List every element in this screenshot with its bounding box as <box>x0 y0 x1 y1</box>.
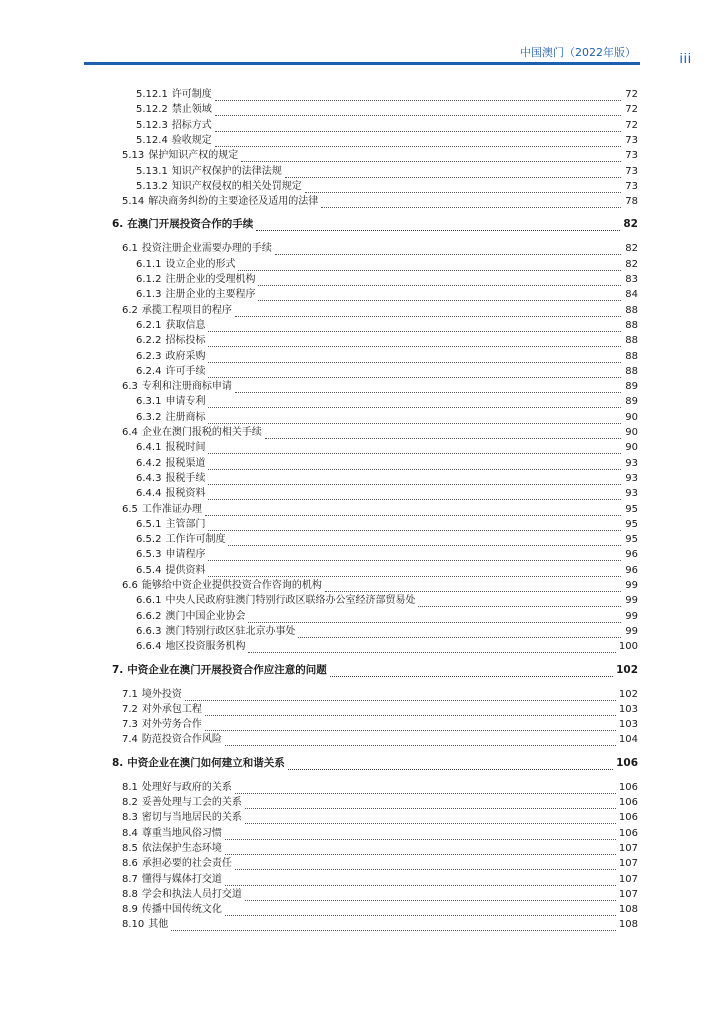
toc-entry-page: 99 <box>625 595 638 607</box>
toc-entry-number: 8.5 <box>122 842 138 854</box>
toc-entry-number: 8.8 <box>122 888 138 900</box>
toc-entry[interactable] <box>136 258 638 271</box>
toc-entry-number: 6.2.1 <box>136 319 162 331</box>
toc-leader-dots <box>298 626 621 638</box>
toc-leader-dots <box>208 335 621 347</box>
toc-entry[interactable] <box>136 88 638 101</box>
toc-entry-page: 100 <box>618 641 638 653</box>
toc-entry-page: 107 <box>618 842 638 854</box>
toc-entry[interactable] <box>122 873 638 886</box>
toc-leader-dots <box>330 665 613 677</box>
toc-entry-title: 设立企业的形式 <box>165 258 236 270</box>
toc-entry-number: 6.5 <box>122 503 138 515</box>
toc-entry-title: 投资注册企业需要办理的手续 <box>141 243 272 255</box>
running-header-title: 中国澳门（2022年版） <box>520 46 636 59</box>
toc-entry-number: 6.6.4 <box>136 641 162 653</box>
toc-entry-page: 95 <box>625 503 638 515</box>
toc-entry-number: 8. <box>112 756 124 769</box>
toc-entry-title: 知识产权侵权的相关处罚规定 <box>171 180 302 192</box>
toc-leader-dots <box>241 150 621 162</box>
toc-entry-page: 88 <box>625 304 638 316</box>
toc-leader-dots <box>256 219 620 231</box>
toc-leader-dots <box>245 797 616 809</box>
toc-entry-page: 99 <box>625 625 638 637</box>
toc-entry-title: 保护知识产权的规定 <box>148 150 239 162</box>
toc-entry[interactable] <box>136 594 638 607</box>
toc-entry-number: 5.12.1 <box>136 89 168 100</box>
toc-entry-number: 6.1.1 <box>136 258 162 270</box>
toc-entry-title: 知识产权保护的法律法规 <box>171 165 282 177</box>
toc-entry-page: 93 <box>625 488 638 500</box>
toc-entry-title: 能够给中资企业提供投资合作咨询的机构 <box>141 580 322 591</box>
toc-entry-number: 6.1 <box>122 243 138 255</box>
toc-entry-page: 72 <box>625 119 638 131</box>
toc-entry-number: 8.3 <box>122 812 138 824</box>
toc-entry-number: 8.9 <box>122 904 138 916</box>
toc-entry-number: 6.2 <box>122 304 138 316</box>
toc-leader-dots <box>205 719 616 731</box>
toc-entry-title: 中央人民政府驻澳门特别行政区联络办公室经济部贸易处 <box>165 595 416 607</box>
toc-entry-number: 8.2 <box>122 797 138 808</box>
toc-entry-title: 招标投标 <box>165 335 206 347</box>
toc-leader-dots <box>205 704 616 716</box>
toc-entry-number: 6.1.3 <box>136 289 162 301</box>
toc-entry-number: 5.13.1 <box>136 165 168 177</box>
toc-entry-number: 6.1.2 <box>136 274 162 285</box>
toc-entry-number: 6.2.2 <box>136 335 162 347</box>
toc-entry-page: 88 <box>625 365 638 377</box>
toc-leader-dots <box>205 504 621 516</box>
toc-leader-dots <box>235 858 616 870</box>
toc-entry-number: 8.7 <box>122 873 138 885</box>
toc-leader-dots <box>208 442 621 454</box>
toc-entry[interactable] <box>122 827 638 840</box>
toc-entry-page: 103 <box>618 719 638 731</box>
toc-leader-dots <box>208 488 621 500</box>
toc-entry-number: 8.6 <box>122 858 138 870</box>
toc-entry-title: 获取信息 <box>165 319 206 331</box>
toc-entry-title: 注册商标 <box>165 411 206 423</box>
toc-entry-title: 申请程序 <box>165 549 206 561</box>
header-rule <box>84 62 640 65</box>
toc-entry-title: 处理好与政府的关系 <box>141 781 232 793</box>
toc-entry-page: 72 <box>625 89 638 100</box>
toc-entry-page: 95 <box>625 518 638 530</box>
toc-entry-number: 7.3 <box>122 719 138 731</box>
toc-entry-number: 7. <box>112 663 124 676</box>
toc-entry-number: 6.4 <box>122 427 138 438</box>
toc-entry-title: 中资企业在澳门如何建立和谐关系 <box>127 756 285 769</box>
toc-entry-title: 提供资料 <box>165 564 206 576</box>
toc-entry[interactable] <box>122 703 638 716</box>
toc-entry-page: 108 <box>618 904 638 916</box>
toc-entry[interactable] <box>136 350 638 363</box>
toc-leader-dots <box>245 812 616 824</box>
toc-entry-title: 地区投资服务机构 <box>165 641 246 653</box>
toc-entry-title: 报税手续 <box>165 472 206 484</box>
toc-entry[interactable] <box>136 533 638 546</box>
toc-entry[interactable] <box>136 441 638 454</box>
toc-leader-dots <box>215 135 621 147</box>
toc-entry-title: 中资企业在澳门开展投资合作应注意的问题 <box>127 663 327 676</box>
toc-entry[interactable] <box>136 457 638 470</box>
toc-leader-dots <box>275 243 621 255</box>
toc-entry[interactable] <box>136 365 638 378</box>
toc-entry-title: 承担必要的社会责任 <box>141 858 232 870</box>
toc-entry-title: 禁止领域 <box>171 104 212 116</box>
toc-entry[interactable] <box>122 733 638 746</box>
toc-entry-title: 境外投资 <box>141 688 182 700</box>
toc-entry[interactable] <box>136 472 638 485</box>
toc-entry-number: 6.4.1 <box>136 442 162 454</box>
toc-entry[interactable] <box>136 180 638 193</box>
toc-leader-dots <box>228 534 621 546</box>
toc-entry-number: 6.4.3 <box>136 472 162 484</box>
toc-entry-title: 密切与当地居民的关系 <box>141 812 242 824</box>
toc-entry-page: 88 <box>625 319 638 331</box>
toc-entry-number: 8.10 <box>122 919 145 931</box>
toc-entry[interactable] <box>136 119 638 132</box>
toc-leader-dots <box>208 351 621 363</box>
toc-entry-page: 102 <box>618 688 638 700</box>
toc-entry-number: 6.2.4 <box>136 365 162 377</box>
toc-entry[interactable] <box>122 857 638 870</box>
toc-entry[interactable] <box>122 242 638 255</box>
toc-entry[interactable] <box>112 218 638 231</box>
toc-entry-page: 106 <box>618 812 638 824</box>
toc-leader-dots <box>248 641 615 653</box>
toc-entry[interactable] <box>122 503 638 516</box>
toc-entry[interactable] <box>136 518 638 531</box>
toc-entry-page: 106 <box>618 781 638 793</box>
toc-entry[interactable] <box>122 380 638 393</box>
toc-entry-title: 专利和注册商标申请 <box>141 381 232 393</box>
toc-leader-dots <box>171 919 616 931</box>
toc-entry-title: 懂得与媒体打交道 <box>141 873 222 885</box>
toc-entry-number: 6.3 <box>122 381 138 393</box>
toc-entry-title: 防范投资合作风险 <box>141 734 222 746</box>
toc-leader-dots <box>285 166 621 178</box>
toc-entry-page: 73 <box>625 134 638 146</box>
toc-entry-title: 主管部门 <box>165 518 206 530</box>
toc-entry-title: 解决商务纠纷的主要途径及适用的法律 <box>148 196 319 208</box>
toc-leader-dots <box>208 366 621 378</box>
toc-entry[interactable] <box>136 487 638 500</box>
toc-entry[interactable] <box>122 149 638 162</box>
toc-entry-page: 89 <box>625 396 638 408</box>
toc-entry[interactable] <box>122 688 638 701</box>
toc-leader-dots <box>215 104 621 116</box>
toc-entry[interactable] <box>122 304 638 317</box>
toc-entry-title: 妥善处理与工会的关系 <box>141 797 242 808</box>
toc-entry-page: 106 <box>618 827 638 839</box>
toc-entry-title: 澳门中国企业协会 <box>165 610 246 622</box>
toc-leader-dots <box>225 874 616 886</box>
toc-leader-dots <box>245 889 616 901</box>
toc-leader-dots <box>208 320 621 332</box>
toc-entry[interactable] <box>122 579 638 592</box>
toc-entry-number: 7.1 <box>122 688 138 700</box>
toc-leader-dots <box>418 595 621 607</box>
toc-entry-page: 107 <box>618 858 638 870</box>
toc-entry-page: 73 <box>625 180 638 192</box>
toc-entry[interactable] <box>122 888 638 901</box>
toc-entry-page: 90 <box>625 427 638 438</box>
toc-entry-page: 72 <box>625 104 638 116</box>
toc-entry-page: 99 <box>625 580 638 591</box>
toc-leader-dots <box>238 259 621 271</box>
toc-entry-title: 澳门特别行政区驻北京办事处 <box>165 625 296 637</box>
toc-entry-number: 6.2.3 <box>136 350 162 362</box>
toc-entry-page: 73 <box>625 165 638 177</box>
toc-entry[interactable] <box>136 548 638 561</box>
toc-entry-title: 传播中国传统文化 <box>141 904 222 916</box>
toc-leader-dots <box>305 181 621 193</box>
toc-entry[interactable] <box>122 842 638 855</box>
toc-entry-number: 6.6.1 <box>136 595 162 607</box>
toc-entry-page: 90 <box>625 411 638 423</box>
toc-entry-title: 承揽工程项目的程序 <box>141 304 232 316</box>
toc-entry-number: 7.2 <box>122 703 138 715</box>
toc-entry-page: 83 <box>625 274 638 285</box>
toc-entry-number: 5.12.2 <box>136 104 168 116</box>
toc-entry[interactable] <box>122 918 638 931</box>
toc-entry[interactable] <box>136 319 638 332</box>
toc-entry[interactable] <box>122 426 638 439</box>
toc-leader-dots <box>208 519 621 531</box>
toc-leader-dots <box>215 89 621 101</box>
toc-entry[interactable] <box>122 811 638 824</box>
toc-entry[interactable] <box>122 903 638 916</box>
toc-entry-page: 93 <box>625 457 638 469</box>
toc-leader-dots <box>225 904 616 916</box>
toc-entry-title: 注册企业的受理机构 <box>165 274 256 285</box>
toc-entry-number: 5.14 <box>122 196 145 208</box>
toc-entry-page: 89 <box>625 381 638 393</box>
toc-entry-page: 93 <box>625 472 638 484</box>
toc-entry-title: 尊重当地风俗习惯 <box>141 827 222 839</box>
toc-entry-title: 招标方式 <box>171 119 212 131</box>
toc-leader-dots <box>235 782 616 794</box>
toc-entry-page: 102 <box>616 663 638 676</box>
toc-leader-dots <box>258 274 621 286</box>
toc-entry-page: 88 <box>625 350 638 362</box>
toc-entry-page: 84 <box>625 289 638 301</box>
toc-entry-title: 申请专利 <box>165 396 206 408</box>
toc-entry-number: 6.6.3 <box>136 625 162 637</box>
toc-entry-title: 依法保护生态环境 <box>141 842 222 854</box>
toc-entry[interactable] <box>136 411 638 424</box>
toc-entry-title: 验收规定 <box>171 134 212 146</box>
toc-leader-dots <box>248 611 621 623</box>
toc-entry-title: 许可手续 <box>165 365 206 377</box>
toc-entry-number: 8.1 <box>122 781 138 793</box>
toc-leader-dots <box>225 828 616 840</box>
toc-entry-title: 在澳门开展投资合作的手续 <box>127 218 254 231</box>
toc-entry-page: 106 <box>616 756 638 769</box>
toc-leader-dots <box>258 289 621 301</box>
toc-entry-number: 6.6 <box>122 580 138 591</box>
page-numeral: iii <box>679 50 692 66</box>
toc-entry-title: 企业在澳门报税的相关手续 <box>141 427 262 438</box>
toc-leader-dots <box>235 305 621 317</box>
toc-entry-number: 6.3.2 <box>136 411 162 423</box>
toc-entry-page: 107 <box>618 888 638 900</box>
toc-entry-number: 5.13.2 <box>136 180 168 192</box>
toc-entry[interactable] <box>136 134 638 147</box>
toc-leader-dots <box>208 473 621 485</box>
toc-entry[interactable] <box>112 664 638 677</box>
toc-entry[interactable] <box>136 288 638 301</box>
toc-leader-dots <box>265 427 621 439</box>
toc-entry-title: 对外劳务合作 <box>141 719 202 731</box>
toc-entry-page: 99 <box>625 610 638 622</box>
toc-entry[interactable] <box>136 610 638 623</box>
toc-entry-title: 注册企业的主要程序 <box>165 289 256 301</box>
toc-entry-page: 103 <box>618 703 638 715</box>
toc-entry-number: 6.5.4 <box>136 564 162 576</box>
toc-entry-number: 5.12.4 <box>136 134 168 146</box>
toc-entry-page: 108 <box>618 919 638 931</box>
toc-leader-dots <box>208 412 621 424</box>
toc-leader-dots <box>325 580 621 592</box>
toc-leader-dots <box>225 843 616 855</box>
toc-entry-title: 学会和执法人员打交道 <box>141 888 242 900</box>
toc-entry[interactable] <box>112 757 638 770</box>
toc-leader-dots <box>321 196 621 208</box>
toc-entry[interactable] <box>136 640 638 653</box>
toc-entry[interactable] <box>122 195 638 208</box>
toc-leader-dots <box>185 689 616 701</box>
toc-entry[interactable] <box>136 273 638 286</box>
toc-entry-number: 5.13 <box>122 150 145 162</box>
toc-entry-page: 107 <box>618 873 638 885</box>
toc-entry-number: 6.4.2 <box>136 457 162 469</box>
toc-entry-page: 82 <box>625 258 638 270</box>
toc-entry-page: 73 <box>625 150 638 162</box>
toc-leader-dots <box>225 734 616 746</box>
toc-leader-dots <box>235 381 621 393</box>
toc-leader-dots <box>208 549 621 561</box>
toc-leader-dots <box>215 120 621 132</box>
toc-entry-title: 报税资料 <box>165 488 206 500</box>
toc-entry-page: 106 <box>618 797 638 808</box>
toc-entry-title: 报税时间 <box>165 442 206 454</box>
toc-entry-number: 8.4 <box>122 827 138 839</box>
toc-leader-dots <box>208 396 621 408</box>
toc-entry-title: 其他 <box>148 919 169 931</box>
toc-entry-title: 对外承包工程 <box>141 703 202 715</box>
toc-entry[interactable] <box>136 334 638 347</box>
toc-entry-number: 6.3.1 <box>136 396 162 408</box>
toc-entry-number: 6.5.2 <box>136 534 162 546</box>
toc-entry-number: 6. <box>112 218 124 231</box>
toc-entry-page: 95 <box>625 534 638 546</box>
toc-entry-title: 工作准证办理 <box>141 503 202 515</box>
toc-entry-number: 6.5.1 <box>136 518 162 530</box>
toc-entry[interactable] <box>122 718 638 731</box>
toc-entry[interactable] <box>136 564 638 577</box>
toc-leader-dots <box>288 758 613 770</box>
toc-entry-page: 82 <box>623 218 638 231</box>
toc-entry-number: 5.12.3 <box>136 119 168 131</box>
toc-entry-page: 78 <box>625 196 638 208</box>
toc-entry-number: 7.4 <box>122 734 138 746</box>
toc-entry-title: 政府采购 <box>165 350 206 362</box>
toc-entry[interactable] <box>136 395 638 408</box>
toc-entry-title: 许可制度 <box>171 89 212 100</box>
toc-entry-page: 90 <box>625 442 638 454</box>
toc-entry-page: 88 <box>625 335 638 347</box>
toc-entry-page: 96 <box>625 564 638 576</box>
toc-leader-dots <box>208 565 621 577</box>
toc-leader-dots <box>208 458 621 470</box>
toc-entry[interactable] <box>122 796 638 809</box>
toc-entry[interactable] <box>122 781 638 794</box>
toc-entry-number: 6.4.4 <box>136 488 162 500</box>
toc-entry[interactable] <box>136 165 638 178</box>
toc-entry[interactable] <box>136 103 638 116</box>
toc-entry-title: 报税渠道 <box>165 457 206 469</box>
toc-entry-page: 104 <box>618 734 638 746</box>
toc-entry-number: 6.6.2 <box>136 610 162 622</box>
toc-entry-page: 82 <box>625 243 638 255</box>
toc-entry-number: 6.5.3 <box>136 549 162 561</box>
toc-entry-page: 96 <box>625 549 638 561</box>
toc-entry-title: 工作许可制度 <box>165 534 226 546</box>
toc-entry[interactable] <box>136 625 638 638</box>
